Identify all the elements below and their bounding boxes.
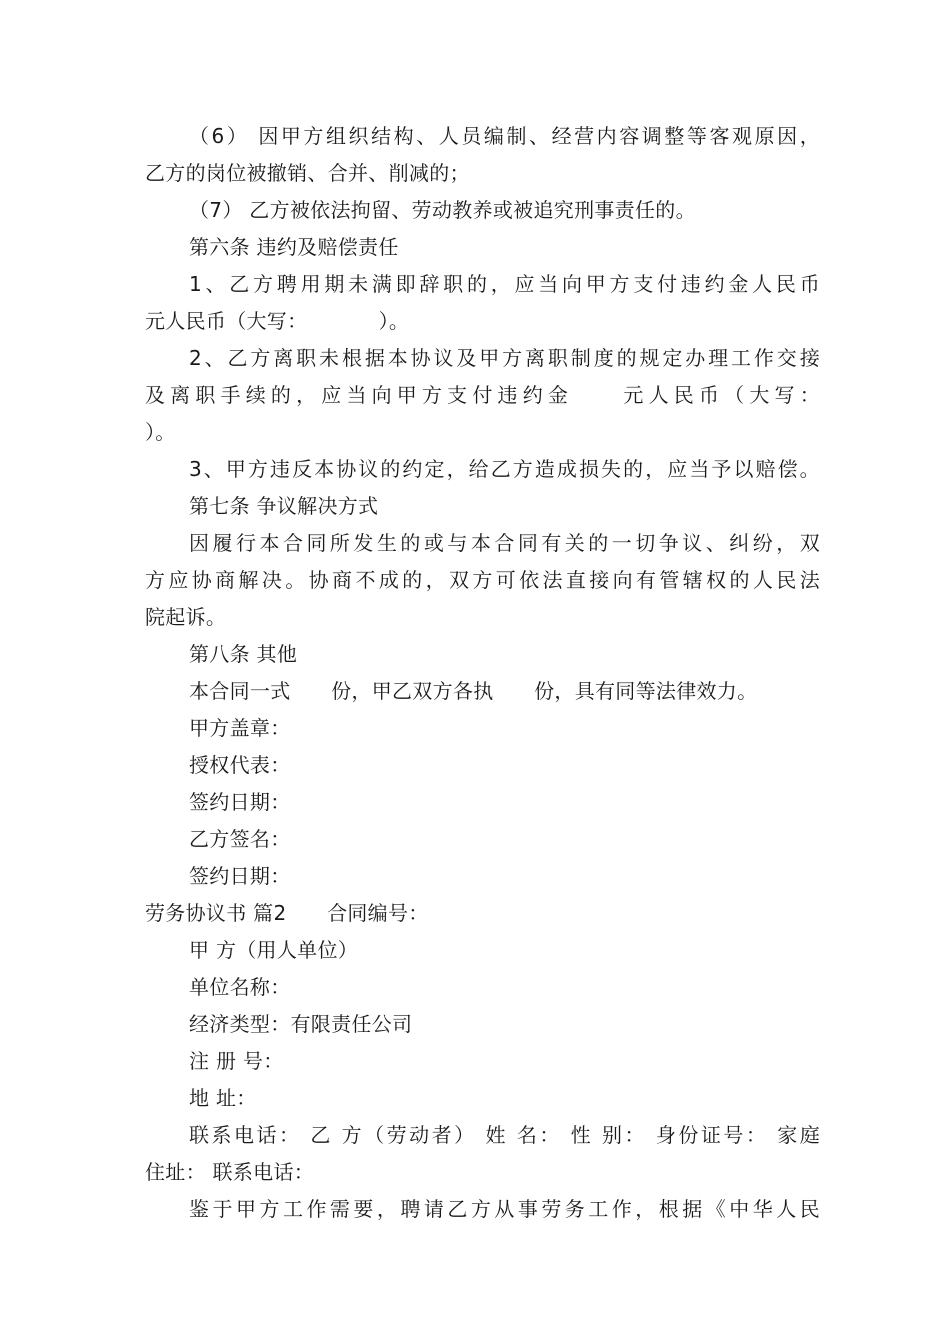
text-line: 第七条 争议解决方式: [189, 494, 379, 518]
text-line: 联系电话： 乙 方（劳动者） 姓 名： 性 别： 身份证号： 家庭: [189, 1123, 820, 1147]
text-line: 乙方的岗位被撤销、合并、削减的；: [145, 161, 470, 185]
text-line: 甲方盖章：: [189, 716, 291, 740]
text-line: 注 册 号：: [189, 1049, 284, 1073]
text-line: 签约日期：: [189, 864, 291, 888]
text-line: 授权代表：: [189, 753, 291, 777]
text-line: 本合同一式 份，甲乙双方各执 份，具有同等法律效力。: [189, 679, 758, 703]
text-line: 鉴于甲方工作需要，聘请乙方从事劳务工作，根据《中华人民: [189, 1197, 820, 1221]
text-line: 地 址：: [189, 1086, 257, 1110]
text-line: 甲 方（用人单位）: [189, 938, 359, 962]
text-line: 经济类型：有限责任公司: [189, 1012, 413, 1036]
text-line: 乙方签名：: [189, 827, 291, 851]
text-line: 签约日期：: [189, 790, 291, 814]
text-line: 及离职手续的，应当向甲方支付违约金 元人民币（大写：: [145, 383, 820, 407]
text-line: 第八条 其他: [189, 642, 298, 666]
text-line: （7） 乙方被依法拘留、劳动教养或被追究刑事责任的。: [189, 198, 696, 222]
text-line: （6） 因甲方组织结构、人员编制、经营内容调整等客观原因，: [189, 124, 820, 148]
text-line: 第六条 违约及赔偿责任: [189, 235, 399, 259]
text-line: 方应协商解决。协商不成的，双方可依法直接向有管辖权的人民法: [145, 568, 820, 592]
text-line: 3、甲方违反本协议的约定，给乙方造成损失的，应当予以赔偿。: [189, 457, 820, 481]
text-line: 元人民币（大写： ）。: [145, 309, 410, 333]
document-body: [145, 118, 820, 1228]
text-line: 院起诉。: [145, 605, 227, 629]
text-line: 2、乙方离职未根据本协议及甲方离职制度的规定办理工作交接: [189, 346, 820, 370]
text-line: 住址： 联系电话：: [145, 1160, 315, 1184]
text-line: 劳务协议书 篇2 合同编号：: [145, 901, 429, 925]
text-line: 因履行本合同所发生的或与本合同有关的一切争议、纠纷，双: [189, 531, 820, 555]
text-line: 1、乙方聘用期未满即辞职的，应当向甲方支付违约金人民币: [189, 272, 820, 296]
text-line: ）。: [145, 420, 176, 444]
text-line: 单位名称：: [189, 975, 291, 999]
